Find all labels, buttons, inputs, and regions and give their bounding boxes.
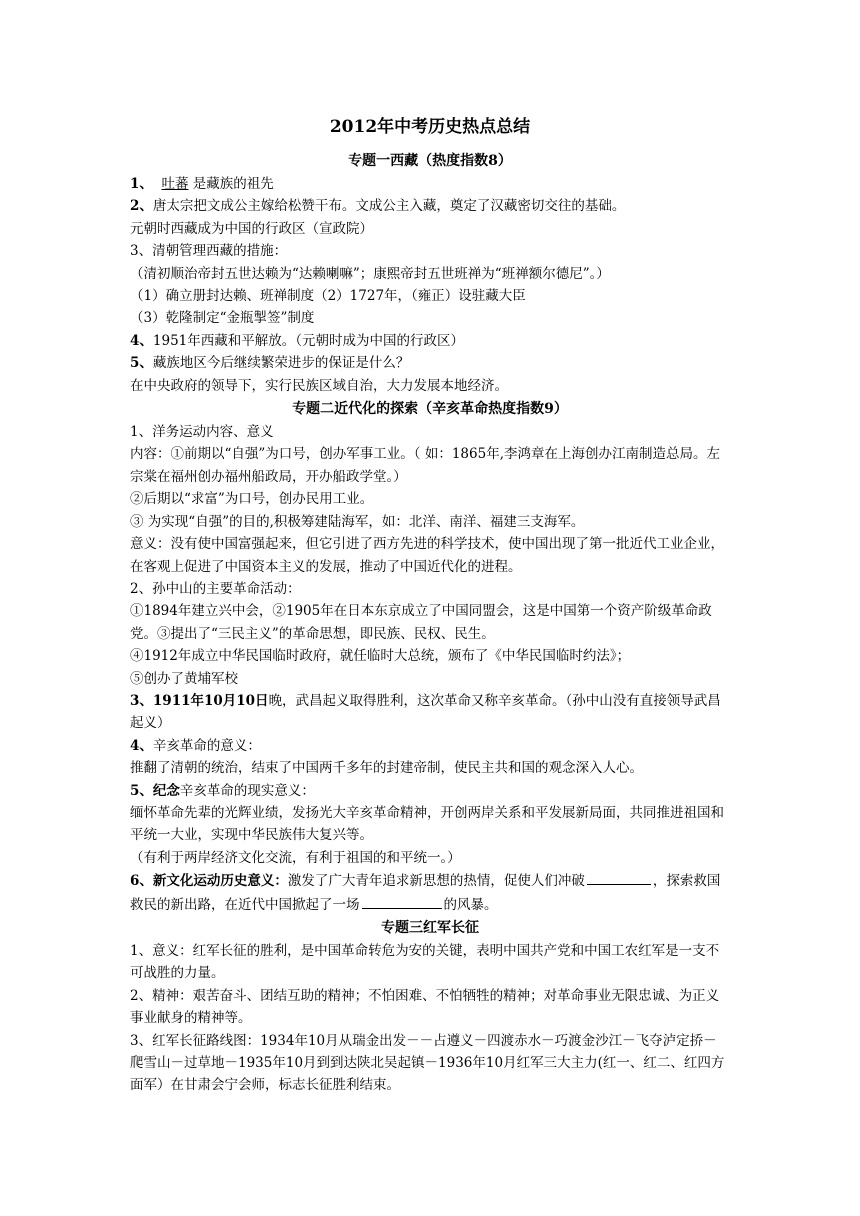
- text-paragraph: 1、意义：红军长征的胜利，是中国革命转危为安的关键，表明中国共产党和中国工农红军是一支不可战胜的力量。: [130, 943, 720, 982]
- text-fragment: 辛亥革命的意义：: [152, 737, 261, 754]
- text-line: ③ 为实现“自强”的目的,积极筹建陆海军，如：北洋、南洋、福建三支海军。: [130, 513, 585, 530]
- text-fragment: 的风暴。: [443, 896, 498, 913]
- text-line: [130, 352, 730, 374]
- text-fragment: ，探索救国救民的新出路，在近代中国掀起了一场: [130, 873, 721, 913]
- text-line: ⑤创办了黄埔军校: [130, 670, 238, 687]
- text-line: ②后期以“求富”为口号，创办民用工业。: [130, 491, 374, 508]
- section-heading-tibet: 专题一西藏（热度指数8）: [348, 153, 512, 169]
- text-line: 元朝时西藏成为中国的行政区（宣政院）: [130, 220, 373, 237]
- bold-label: 5、纪念: [130, 782, 180, 799]
- section-heading-modernization: 专题二近代化的探索（辛亥革命热度指数9）: [292, 401, 568, 418]
- document-body: [130, 115, 730, 1097]
- text-line: [130, 173, 730, 195]
- text-line: （1）确立册封达赖、班禅制度（2）1727年，（雍正）设驻藏大臣: [130, 288, 526, 305]
- fill-in-blank: [362, 893, 442, 909]
- text-line: 1、洋务运动内容、意义: [130, 424, 274, 441]
- text-fragment: 是藏族的祖先: [192, 176, 274, 192]
- text-fragment: 1951年西藏和平解放。（元朝时成为中国的行政区）: [152, 332, 465, 349]
- text-line: 推翻了清朝的统治，结束了中国两千多年的封建帝制，使民主共和国的观念深入人心。: [130, 760, 643, 777]
- text-fragment: 晚，武昌起义取得胜利，这次革命又称辛亥革命。（孙中山没有直接领导武昌起义）: [130, 692, 721, 732]
- text-line: （3）乾隆制定“金瓶掣签”制度: [130, 310, 315, 327]
- item-number: 5、: [130, 355, 153, 372]
- bold-label: 6、新文化运动历史意义：: [130, 873, 288, 890]
- section-heading-long-march: 专题三红军长征: [381, 920, 479, 936]
- item-number: 4、: [130, 332, 153, 349]
- text-line: ④1912年成立中华民国临时政府，就任临时大总统，颁布了《中华民国临时约法》；: [130, 648, 631, 665]
- text-fragment: 唐太宗把文成公主嫁给松赞干布。文成公主入藏，奠定了汉藏密切交往的基础。: [152, 198, 626, 215]
- text-fragment: 激发了广大青年追求新思想的热情，促使人们冲破: [287, 873, 585, 890]
- text-line: [130, 330, 730, 352]
- item-number: 3、: [130, 692, 153, 709]
- text-paragraph: 缅怀革命先辈的光辉业绩，发扬光大辛亥革命精神，开创两岸关系和平发展新局面，共同推进祖国和平统一大业，实现中华民族伟大复兴等。: [130, 804, 724, 844]
- text-line: 2、孙中山的主要革命活动：: [130, 580, 301, 597]
- text-line: 3、清朝管理西藏的措施：: [130, 243, 288, 260]
- text-line: （有利于两岸经济文化交流，有利于祖国的和平统一。）: [130, 849, 461, 866]
- text-line: [130, 735, 730, 757]
- text-fragment: 藏族地区今后继续繁荣进步的保证是什么？: [152, 355, 410, 372]
- text-paragraph: 内容：①前期以“自强”为口号，创办军事工业。（ 如：1865年,李鸿章在上海创办江南制造总局。左宗棠在福州创办福州船政局，开办船政学堂。）: [130, 446, 720, 485]
- text-paragraph: 2、精神：艰苦奋斗、团结互助的精神；不怕困难、不怕牺牲的精神；对革命事业无限忠诚、为正义事业献身的精神等。: [130, 987, 720, 1027]
- text-line: 在中央政府的领导下，实行民族区域自治，大力发展本地经济。: [130, 377, 508, 394]
- item-number: 2、: [130, 198, 153, 215]
- text-paragraph: [130, 869, 730, 916]
- text-paragraph: ①1894年建立兴中会，②1905年在日本东京成立了中国同盟会，这是中国第一个资产阶级革命政党。③提出了“三民主义”的革命思想，即民族、民权、民生。: [130, 603, 712, 642]
- item-number: 4、: [130, 737, 153, 754]
- text-fragment: 辛亥革命的现实意义：: [179, 782, 315, 799]
- item-number: 1、: [130, 176, 153, 192]
- fill-in-blank: [587, 869, 651, 885]
- bold-date: 1911年10月10日: [152, 692, 269, 709]
- text-paragraph: 3、红军长征路线图：1934年10月从瑞金出发－－占遵义－四渡赤水－巧渡金沙江－飞夺泸定挢－爬雪山－过草地－1935年10月到到达陕北吴起镇－1936年10月红军三大主力(红一、红二、红四方面军）在甘肃会宁会师，标志长征胜利结束。: [130, 1032, 725, 1094]
- text-paragraph: 意义：没有使中国富强起来，但它引进了西方先进的科学技术，使中国出现了第一批近代工业企业，在客观上促进了中国资本主义的发展，推动了中国近代化的进程。: [130, 536, 724, 575]
- underlined-answer: 吐蕃: [161, 176, 189, 192]
- text-paragraph: [130, 690, 730, 735]
- text-line: [130, 780, 730, 802]
- text-line: [130, 195, 730, 217]
- document-title: 2012年中考历史热点总结: [329, 117, 531, 137]
- text-line: （清初顺治帝封五世达赖为“达赖喇嘛”；康熙帝封五世班禅为“班禅额尔德尼”。）: [130, 265, 610, 282]
